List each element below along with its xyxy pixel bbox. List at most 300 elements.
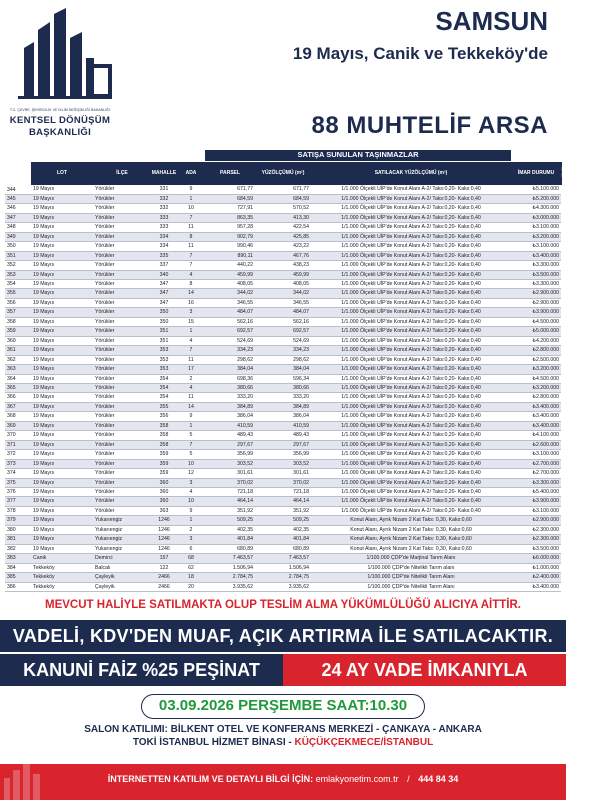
- property-table-wrapper: [5, 150, 592, 592]
- table-row: [5, 497, 561, 506]
- cell-yuzolcumu: 401,84: [205, 535, 255, 544]
- cell-mahalle: Yörükler: [93, 298, 151, 307]
- cell-mahalle: Yörükler: [93, 204, 151, 213]
- cell-imar: 1/1.000 Ölçekli UİP'de Konut Alanı A-2/ Taks:0,20- Kaks:0,40: [311, 298, 511, 307]
- cell-yuzolcumu: 721,18: [205, 488, 255, 497]
- city-title: SAMSUN: [435, 6, 548, 36]
- cell-ilce: Tekkeköy: [31, 563, 93, 572]
- cell-ada: 353: [151, 355, 177, 364]
- website-link[interactable]: emlakyonetim.com.tr: [315, 774, 399, 784]
- cell-yuzolcumu: 386,04: [205, 412, 255, 421]
- cell-lot: 381: [5, 535, 31, 544]
- cell-ada: 332: [151, 204, 177, 213]
- table-row: [5, 298, 561, 307]
- phone-number[interactable]: 444 84 34: [418, 774, 459, 784]
- cell-mahalle: Çayleyik: [93, 582, 151, 591]
- cell-imar: 1/1.000 Ölçekli UİP'de Konut Alanı A-2/ Taks:0,20- Kaks:0,40: [311, 327, 511, 336]
- cell-ada: 353: [151, 346, 177, 355]
- cell-mahalle: Yörükler: [93, 421, 151, 430]
- cell-yuzolcumu: 303,52: [205, 459, 255, 468]
- cell-satilacak: 344,02: [255, 289, 311, 298]
- cell-satilacak: 464,14: [255, 497, 311, 506]
- cell-ada: 358: [151, 421, 177, 430]
- cell-mahalle: Yörükler: [93, 185, 151, 194]
- cell-lot: 356: [5, 298, 31, 307]
- header-blank: [31, 150, 205, 161]
- cell-bedel: ₺2.900.000: [511, 298, 561, 307]
- venue-istanbul-b: KÜÇÜKÇEKMECE/İSTANBUL: [294, 736, 434, 748]
- cell-ilce: 19 Mayıs: [31, 450, 93, 459]
- cell-lot: 346: [5, 204, 31, 213]
- table-row: [5, 327, 561, 336]
- cell-mahalle: Yörükler: [93, 270, 151, 279]
- cell-bedel: ₺3.300.000: [511, 478, 561, 487]
- cell-mahalle: Yörükler: [93, 365, 151, 374]
- cell-ilce: 19 Mayıs: [31, 194, 93, 203]
- col-mahalle: MAHALLE: [151, 161, 177, 185]
- cell-lot: 344: [5, 185, 31, 194]
- cell-ilce: 19 Mayıs: [31, 289, 93, 298]
- auction-date: 03.09.2026 PERŞEMBE SAAT:10.30: [141, 694, 425, 719]
- table-row: [5, 374, 561, 383]
- col-parsel: PARSEL: [205, 161, 255, 185]
- table-row: [5, 431, 561, 440]
- cell-parsel: 1: [177, 327, 205, 336]
- table-row: [5, 346, 561, 355]
- cell-parsel: 10: [177, 497, 205, 506]
- cell-yuzolcumu: 334,23: [205, 346, 255, 355]
- table-row: [5, 213, 561, 222]
- cell-bedel: ₺3.100.000: [511, 450, 561, 459]
- table-row: [5, 261, 561, 270]
- cell-parsel: 8: [177, 280, 205, 289]
- cell-yuzolcumu: 384,89: [205, 402, 255, 411]
- cell-ada: 356: [151, 412, 177, 421]
- cell-ilce: 19 Mayıs: [31, 525, 93, 534]
- cell-bedel: ₺4.300.000: [511, 204, 561, 213]
- cell-ilce: 19 Mayıs: [31, 242, 93, 251]
- cell-mahalle: Yukarıengiz: [93, 516, 151, 525]
- cell-satilacak: 351,92: [255, 506, 311, 515]
- cell-imar: 1/1.000 Ölçekli UİP'de Konut Alanı A-2/ Taks:0,20- Kaks:0,40: [311, 497, 511, 506]
- cell-parsel: 8: [177, 232, 205, 241]
- table-row: [5, 412, 561, 421]
- table-row: [5, 251, 561, 260]
- cell-parsel: 18: [177, 573, 205, 582]
- cell-lot: 375: [5, 478, 31, 487]
- cell-satilacak: 438,23: [255, 261, 311, 270]
- cell-imar: 1/1.000 Ölçekli UİP'de Konut Alanı A-2/ Taks:0,20- Kaks:0,40: [311, 478, 511, 487]
- cell-bedel: ₺2.800.000: [511, 393, 561, 402]
- table-row: [5, 232, 561, 241]
- cell-bedel: ₺3.900.000: [511, 308, 561, 317]
- cell-ada: 334: [151, 242, 177, 251]
- cell-ada: 355: [151, 402, 177, 411]
- delivery-notice: MEVCUT HALİYLE SATILMAKTA OLUP TESLİM ALMA YÜKÜMLÜLÜĞÜ ALICIYA AİTTİR.: [45, 599, 521, 611]
- cell-bedel: ₺2.400.000: [511, 573, 561, 582]
- cell-parsel: 7: [177, 440, 205, 449]
- cell-ilce: 19 Mayıs: [31, 374, 93, 383]
- cell-mahalle: Yörükler: [93, 469, 151, 478]
- cell-yuzolcumu: 524,69: [205, 336, 255, 345]
- cell-bedel: ₺5.000.000: [511, 327, 561, 336]
- table-row: [5, 544, 561, 553]
- cell-satilacak: 467,76: [255, 251, 311, 260]
- cell-imar: 1/1.000 Ölçekli UİP'de Konut Alanı A-2/ Taks:0,20- Kaks:0,40: [311, 384, 511, 393]
- cell-parsel: 9: [177, 185, 205, 194]
- cell-lot: 377: [5, 497, 31, 506]
- cell-parsel: 14: [177, 402, 205, 411]
- cell-bedel: ₺4.100.000: [511, 431, 561, 440]
- cell-mahalle: Yörükler: [93, 478, 151, 487]
- cell-parsel: 7: [177, 213, 205, 222]
- cell-ilce: 19 Mayıs: [31, 251, 93, 260]
- table-row: [5, 459, 561, 468]
- cell-bedel: ₺3.900.000: [511, 497, 561, 506]
- cell-satilacak: 356,99: [255, 450, 311, 459]
- cell-ilce: 19 Mayıs: [31, 516, 93, 525]
- cell-lot: 361: [5, 346, 31, 355]
- cell-parsel: 2: [177, 374, 205, 383]
- page-header: [0, 0, 566, 146]
- cell-imar: 1/1.000 Ölçekli UİP'de Konut Alanı A-2/ Taks:0,20- Kaks:0,40: [311, 365, 511, 374]
- cell-bedel: ₺3.100.000: [511, 506, 561, 515]
- cell-bedel: ₺2.900.000: [511, 516, 561, 525]
- cell-parsel: 7: [177, 261, 205, 270]
- cell-imar: Konut Alanı, Ayrık Nizam 2 Kat Taks: 0,30, Kaks:0,60: [311, 516, 511, 525]
- cell-ilce: 19 Mayıs: [31, 280, 93, 289]
- cell-ada: 347: [151, 280, 177, 289]
- cell-ada: 360: [151, 497, 177, 506]
- cell-imar: 1/1.000 Ölçekli UİP'de Konut Alanı A-2/ Taks:0,20- Kaks:0,40: [311, 469, 511, 478]
- cell-lot: 379: [5, 516, 31, 525]
- cell-satilacak: 524,69: [255, 336, 311, 345]
- table-row: [5, 289, 561, 298]
- footer-label: İNTERNETTEN KATILIM VE DETAYLI BİLGİ İÇİN:: [107, 774, 314, 784]
- cell-imar: 1/1.000 Ölçekli UİP'de Konut Alanı A-2/ Taks:0,20- Kaks:0,40: [311, 355, 511, 364]
- cell-imar: 1/1.000 Ölçekli UİP'de Konut Alanı A-2/ Taks:0,20- Kaks:0,40: [311, 308, 511, 317]
- cell-ada: 359: [151, 469, 177, 478]
- cell-satilacak: 423,22: [255, 242, 311, 251]
- cell-ada: 334: [151, 232, 177, 241]
- cell-bedel: ₺3.300.000: [511, 280, 561, 289]
- cell-mahalle: Yörükler: [93, 336, 151, 345]
- cell-ada: 1246: [151, 516, 177, 525]
- cell-ilce: 19 Mayıs: [31, 469, 93, 478]
- cell-lot: 376: [5, 488, 31, 497]
- cell-ilce: 19 Mayıs: [31, 488, 93, 497]
- cell-ada: 332: [151, 194, 177, 203]
- cell-parsel: 3: [177, 535, 205, 544]
- cell-lot: 378: [5, 506, 31, 515]
- property-table-body: [5, 185, 561, 591]
- cell-mahalle: Balcalı: [93, 563, 151, 572]
- cell-ilce: 19 Mayıs: [31, 535, 93, 544]
- cell-yuzolcumu: 370,02: [205, 478, 255, 487]
- cell-mahalle: Yörükler: [93, 223, 151, 232]
- cell-imar: Konut Alanı, Ayrık Nizam 2 Kat Taks: 0,30, Kaks:0,60: [311, 525, 511, 534]
- cell-parsel: 6: [177, 544, 205, 553]
- cell-yuzolcumu: 351,92: [205, 506, 255, 515]
- cell-lot: 364: [5, 374, 31, 383]
- cell-ilce: 19 Mayıs: [31, 346, 93, 355]
- cell-ilce: 19 Mayıs: [31, 317, 93, 326]
- cell-ada: 350: [151, 317, 177, 326]
- table-row: [5, 242, 561, 251]
- cell-yuzolcumu: 408,05: [205, 280, 255, 289]
- cell-yuzolcumu: 298,62: [205, 355, 255, 364]
- cell-imar: 1/1.000 Ölçekli UİP'de Konut Alanı A-2/ Taks:0,20- Kaks:0,40: [311, 317, 511, 326]
- cell-ada: 363: [151, 506, 177, 515]
- cell-imar: 1/1.000 Ölçekli UİP'de Konut Alanı A-2/ Taks:0,20- Kaks:0,40: [311, 506, 511, 515]
- cell-bedel: ₺3.100.000: [511, 242, 561, 251]
- table-row: [5, 194, 561, 203]
- cell-parsel: 4: [177, 488, 205, 497]
- cell-ilce: 19 Mayıs: [31, 308, 93, 317]
- cell-lot: 350: [5, 242, 31, 251]
- header-blank-right: [511, 150, 561, 161]
- cell-bedel: ₺3.400.000: [511, 402, 561, 411]
- cell-yuzolcumu: 344,02: [205, 289, 255, 298]
- cell-bedel: ₺2.800.000: [511, 346, 561, 355]
- cell-satilacak: 333,20: [255, 393, 311, 402]
- cell-bedel: ₺3.100.000: [511, 223, 561, 232]
- cell-ilce: 19 Mayıs: [31, 270, 93, 279]
- cell-lot: 348: [5, 223, 31, 232]
- cell-parsel: 5: [177, 450, 205, 459]
- cell-ilce: 19 Mayıs: [31, 204, 93, 213]
- cell-ilce: Canik: [31, 554, 93, 563]
- cell-imar: 1/100.000 ÇDP'de Nitelikli Tarım Alanı: [311, 573, 511, 582]
- cell-mahalle: Yörükler: [93, 488, 151, 497]
- cell-yuzolcumu: 902,79: [205, 232, 255, 241]
- table-row: [5, 516, 561, 525]
- cell-satilacak: 680,89: [255, 544, 311, 553]
- property-table: SATIŞA SUNULAN TAŞINMAZLAR LOT İLÇE MAHALLE ADA PARSEL YÜZÖLÇÜMÜ (m²) SATILACAK YÜZÖLÇÜMÜ (m²) İMAR DURUMU MUHAMMEN BEDEL 344 19 Mayıs Yörükler 331 9 671,77 671,77 1/1.000 Ölçekli UİP'de Konut Alanı A-2/ Taks:0,20- Kaks:0,40 ₺5.100.000 345 19 Mayıs Yörükler 332 1 684,59 684,59 1/1.000 Ölçekli UİP'de Konut Alanı A-2/ Taks:0,20- Kaks:0,40 ₺5.200.000 346 19 Mayıs Yörükler 332 10 727,91 570,52 1/1.000 Ölçekli UİP'de Konut Alanı A-2/ Taks:0,20- Kaks:0,40 ₺4.300.000 347 19 Mayıs Yörükler 333 7 863,35 413,30 1/1.000 Ölçekli UİP'de Konut Alanı A-2/ Taks:0,20- Kaks:0,40 ₺3.000.000 348 19 Mayıs Yörükler 333 11 957,28 422,54 1/1.000 Ölçekli UİP'de Konut Alanı A-2/ Taks:0,20- Kaks:0,40 ₺3.100.000 349 19 Mayıs Yörükler 334 8 902,79 425,85 1/1.000 Ölçekli UİP'de Konut Alanı A-2/ Taks:0,20- Kaks:0,40 ₺3.200.000 350 19 Mayıs Yörükler 334 11 990,46 423,22 1/1.000 Ölçekli UİP'de Konut Alanı A-2/ Taks:0,20- Kaks:0,40 ₺3.100.000 351 19 Mayıs Yörükler 335 7 890,11 467,76 1/1.000 Ölçekli UİP'de Konut Alanı A-2/ Taks:0,20- Kaks:0,40 ₺3.400.000 352 19 Mayıs Yörükler 337 7 440,22 438,23 1/1.000 Ölçekli UİP'de Konut Alanı A-2/ Taks:0,20- Kaks:0,40 ₺3.300.000 353 19 Mayıs Yörükler 340 4 459,99 459,99 1/1.000 Ölçekli UİP'de Konut Alanı A-2/ Taks:0,20- Kaks:0,40 ₺3.500.000 354 19 Mayıs Yörükler 347 8 408,05 408,05 1/1.000 Ölçekli UİP'de Konut Alanı A-2/ Taks:0,20- Kaks:0,40 ₺3.300.000 355 19 Mayıs Yörükler 347 14 344,02 344,02 1/1.000 Ölçekli UİP'de Konut Alanı A-2/ Taks:0,20- Kaks:0,40 ₺2.900.000 356 19 Mayıs Yörükler 347 16 346,55 346,55 1/1.000 Ölçekli UİP'de Konut Alanı A-2/ Taks:0,20- Kaks:0,40 ₺2.900.000 357 19 Mayıs Yörükler 350 3 484,07 484,07 1/1.000 Ölçekli UİP'de Konut Alanı A-2/ Taks:0,20- Kaks:0,40 ₺3.900.000 358 19 Mayıs Yörükler 350 15 562,16 562,16 1/1.000 Ölçekli UİP'de Konut Alanı A-2/ Taks:0,20- Kaks:0,40 ₺4.500.000 359 19 Mayıs Yörükler 351 1 692,57 692,57 1/1.000 Ölçekli UİP'de Konut Alanı A-2/ Taks:0,20- Kaks:0,40 ₺5.000.000 360 19 Mayıs Yörükler 351 4 524,69 524,69 1/1.000 Ölçekli UİP'de Konut Alanı A-2/ Taks:0,20- Kaks:0,40 ₺4.200.000 361 19 Mayıs Yörükler 353 7 334,23 334,23 1/1.000 Ölçekli UİP'de Konut Alanı A-2/ Taks:0,20- Kaks:0,40 ₺2.800.000 362 19 Mayıs Yörükler 353 11 298,62 298,62 1/1.000 Ölçekli UİP'de Konut Alanı A-2/ Taks:0,20- Kaks:0,40 ₺2.500.000 363 19 Mayıs Yörükler 353 17 384,04 384,04 1/1.000 Ölçekli UİP'de Konut Alanı A-2/ Taks:0,20- Kaks:0,40 ₺3.200.000 364 19 Mayıs Yörükler 354 2 698,36 596,34 1/1.000 Ölçekli UİP'de Konut Alanı A-2/ Taks:0,20- Kaks:0,40 ₺4.500.000 365 19 Mayıs Yörükler 354 4 380,66 380,66 1/1.000 Ölçekli UİP'de Konut Alanı A-2/ Taks:0,20- Kaks:0,40 ₺3.200.000 366 19 Mayıs Yörükler 354 11 333,20 333,20 1/1.000 Ölçekli UİP'de Konut Alanı A-2/ Taks:0,20- Kaks:0,40 ₺2.800.000 367 19 Mayıs Yörükler 355 14 384,89 384,89 1/1.000 Ölçekli UİP'de Konut Alanı A-2/ Taks:0,20- Kaks:0,40 ₺3.400.000 368 19 Mayıs Yörükler 356 9 386,04 386,04 1/1.000 Ölçekli UİP'de Konut Alanı A-2/ Taks:0,20- Kaks:0,40 ₺3.400.000 369 19 Mayıs Yörükler 358 1 410,59 410,59 1/1.000 Ölçekli UİP'de Konut Alanı A-2/ Taks:0,20- Kaks:0,40 ₺3.400.000 370 19 Mayıs Yörükler 358 5 489,43 489,43 1/1.000 Ölçekli UİP'de Konut Alanı A-2/ Taks:0,20- Kaks:0,40 ₺4.100.000 371 19 Mayıs Yörükler 358 7 297,67 297,67 1/1.000 Ölçekli UİP'de Konut Alanı A-2/ Taks:0,20- Kaks:0,40 ₺2.600.000 372 19 Mayıs Yörükler 359 5 356,99 356,99 1/1.000 Ölçekli UİP'de Konut Alanı A-2/ Taks:0,20- Kaks:0,40 ₺3.100.000 373 19 Mayıs Yörükler 359 10 303,52 303,52 1/1.000 Ölçekli UİP'de Konut Alanı A-2/ Taks:0,20- Kaks:0,40 ₺2.700.000 374 19 Mayıs Yörükler 359 12 301,61 301,61 1/1.000 Ölçekli UİP'de Konut Alanı A-2/ Taks:0,20- Kaks:0,40 ₺2.700.000 375 19 Mayıs Yörükler 360 3 370,02 370,02 1/1.000 Ölçekli UİP'de Konut Alanı A-2/ Taks:0,20- Kaks:0,40 ₺3.300.000 376 19 Mayıs Yörükler 360 4 721,18 721,18 1/1.000 Ölçekli UİP'de Konut Alanı A-2/ Taks:0,20- Kaks:0,40 ₺5.400.000 377 19 Mayıs Yörükler 360 10 464,14 464,14 1/1.000 Ölçekli UİP'de Konut Alanı A-2/ Taks:0,20- Kaks:0,40 ₺3.900.000 378 19 Mayıs Yörükler 363 9 351,92 351,92 1/1.000 Ölçekli UİP'de Konut Alanı A-2/ Taks:0,20- Kaks:0,40 ₺3.100.000 379 19 Mayıs Yukarıengiz 1246 1 509,25 509,25 Konut Alanı, Ayrık Nizam 2 Kat Taks: 0,30, Kaks:0,60 ₺2.900.000 380 19 Mayıs Yukarıengiz 1246 2 402,35 402,35 Konut Alanı, Ayrık Nizam 2 Kat Taks: 0,30, Kaks:0,60 ₺2.300.000 381 19 Mayıs Yukarıengiz 1246 3 401,84 401,84 Konut Alanı, Ayrık Nizam 2 Kat Taks: 0,30, Kaks:0,60 ₺2.300.000 382 19 Mayıs Yukarıengiz 1246 6 680,89 680,89 Konut Alanı, Ayrık Nizam 2 Kat Taks: 0,30, Kaks:0,60 ₺3.500.000 383 Canik Demirci 157 68 7.463,57 7.463,57 1/100.000 ÇDP'de Marjinal Tarım Alanı ₺6.000.000 384 Tekkeköy Balcalı 122 62 1.506,94 1.506,94 1/100.000 ÇDP'de Nitelikli Tarım alanı ₺1.000.000 385 Tekkeköy Çayleyik 2466 18 2.784,75 2.784,75 1/100.000 ÇDP'de Nitelikli Tarım Alanı ₺2.400.000 386 Tekkeköy Çayleyik 2466 20 3.935,62 3.935,62 1/100.000 ÇDP'de Nitelikli Tarım Alanı ₺3.400.000: [7, 150, 592, 590]
- cell-bedel: ₺5.200.000: [511, 194, 561, 203]
- venue-line-1: [0, 724, 566, 737]
- cell-ada: 347: [151, 298, 177, 307]
- cell-mahalle: Demirci: [93, 554, 151, 563]
- cell-satilacak: 570,52: [255, 204, 311, 213]
- cell-satilacak: 422,54: [255, 223, 311, 232]
- cell-parsel: 4: [177, 336, 205, 345]
- cell-ada: 358: [151, 431, 177, 440]
- cell-lot: 353: [5, 270, 31, 279]
- table-row: [5, 317, 561, 326]
- cell-ada: 2466: [151, 573, 177, 582]
- cell-imar: 1/1.000 Ölçekli UİP'de Konut Alanı A-2/ Taks:0,20- Kaks:0,40: [311, 431, 511, 440]
- table-row: [5, 384, 561, 393]
- cell-yuzolcumu: 301,61: [205, 469, 255, 478]
- cell-parsel: 1: [177, 516, 205, 525]
- cell-bedel: ₺5.400.000: [511, 488, 561, 497]
- cell-imar: 1/1.000 Ölçekli UİP'de Konut Alanı A-2/ Taks:0,20- Kaks:0,40: [311, 242, 511, 251]
- table-group-header: SATIŞA SUNULAN TAŞINMAZLAR: [205, 150, 511, 161]
- cell-mahalle: Yörükler: [93, 194, 151, 203]
- cell-mahalle: Yukarıengiz: [93, 525, 151, 534]
- cell-satilacak: 1.506,94: [255, 563, 311, 572]
- cell-satilacak: 384,04: [255, 365, 311, 374]
- cell-mahalle: Yörükler: [93, 308, 151, 317]
- cell-imar: 1/1.000 Ölçekli UİP'de Konut Alanı A-2/ Taks:0,20- Kaks:0,40: [311, 232, 511, 241]
- header-lot: [5, 150, 31, 185]
- table-row: [5, 223, 561, 232]
- cell-mahalle: Yörükler: [93, 346, 151, 355]
- cell-ilce: 19 Mayıs: [31, 421, 93, 430]
- cell-mahalle: Yörükler: [93, 327, 151, 336]
- cell-yuzolcumu: 671,77: [205, 185, 255, 194]
- cell-imar: 1/1.000 Ölçekli UİP'de Konut Alanı A-2/ Taks:0,20- Kaks:0,40: [311, 459, 511, 468]
- cell-mahalle: Yörükler: [93, 440, 151, 449]
- cell-yuzolcumu: 346,55: [205, 298, 255, 307]
- cell-ada: 353: [151, 365, 177, 374]
- cell-lot: 372: [5, 450, 31, 459]
- table-row: [5, 185, 561, 194]
- sale-terms-banner: VADELİ, KDV'DEN MUAF, AÇIK ARTIRMA İLE SATILACAKTIR.: [0, 620, 566, 652]
- cell-imar: Konut Alanı, Ayrık Nizam 2 Kat Taks: 0,30, Kaks:0,60: [311, 535, 511, 544]
- cell-mahalle: Yörükler: [93, 242, 151, 251]
- cell-lot: 349: [5, 232, 31, 241]
- cell-ilce: 19 Mayıs: [31, 478, 93, 487]
- cell-ada: 351: [151, 327, 177, 336]
- cell-satilacak: 298,62: [255, 355, 311, 364]
- cell-yuzolcumu: 863,35: [205, 213, 255, 222]
- cell-lot: 373: [5, 459, 31, 468]
- cell-parsel: 68: [177, 554, 205, 563]
- cell-ilce: 19 Mayıs: [31, 544, 93, 553]
- cell-imar: 1/1.000 Ölçekli UİP'de Konut Alanı A-2/ Taks:0,20- Kaks:0,40: [311, 204, 511, 213]
- cell-parsel: 4: [177, 270, 205, 279]
- cell-mahalle: Yörükler: [93, 213, 151, 222]
- cell-ada: 354: [151, 393, 177, 402]
- cell-mahalle: Yörükler: [93, 280, 151, 289]
- cell-ilce: Tekkeköy: [31, 582, 93, 591]
- table-row: [5, 582, 561, 591]
- cell-parsel: 7: [177, 251, 205, 260]
- cell-satilacak: 380,66: [255, 384, 311, 393]
- cell-satilacak: 297,67: [255, 440, 311, 449]
- cell-yuzolcumu: 333,20: [205, 393, 255, 402]
- cell-satilacak: 303,52: [255, 459, 311, 468]
- venue-label: SALON KATILIMI:: [84, 724, 168, 735]
- cell-lot: 368: [5, 412, 31, 421]
- cell-yuzolcumu: 402,35: [205, 525, 255, 534]
- cell-ada: 354: [151, 374, 177, 383]
- table-row: [5, 450, 561, 459]
- table-row: [5, 469, 561, 478]
- cell-lot: 386: [5, 582, 31, 591]
- cell-satilacak: 509,25: [255, 516, 311, 525]
- cell-ada: 333: [151, 223, 177, 232]
- cell-bedel: ₺4.200.000: [511, 336, 561, 345]
- cell-parsel: 20: [177, 582, 205, 591]
- cell-mahalle: Çayleyik: [93, 573, 151, 582]
- cell-ada: 347: [151, 289, 177, 298]
- cell-bedel: ₺3.400.000: [511, 421, 561, 430]
- cell-bedel: ₺4.500.000: [511, 317, 561, 326]
- cell-lot: 367: [5, 402, 31, 411]
- cell-mahalle: Yörükler: [93, 431, 151, 440]
- cell-yuzolcumu: 2.784,75: [205, 573, 255, 582]
- cell-lot: 354: [5, 280, 31, 289]
- cell-mahalle: Yörükler: [93, 261, 151, 270]
- cell-lot: 370: [5, 431, 31, 440]
- cell-lot: 371: [5, 440, 31, 449]
- cell-yuzolcumu: 698,36: [205, 374, 255, 383]
- cell-ilce: 19 Mayıs: [31, 336, 93, 345]
- cell-ada: 360: [151, 478, 177, 487]
- cell-imar: 1/1.000 Ölçekli UİP'de Konut Alanı A-2/ Taks:0,20- Kaks:0,40: [311, 412, 511, 421]
- cell-imar: 1/1.000 Ölçekli UİP'de Konut Alanı A-2/ Taks:0,20- Kaks:0,40: [311, 440, 511, 449]
- cell-yuzolcumu: 410,59: [205, 421, 255, 430]
- cell-mahalle: Yörükler: [93, 506, 151, 515]
- cell-yuzolcumu: 1.506,94: [205, 563, 255, 572]
- cell-ada: 351: [151, 336, 177, 345]
- cell-satilacak: 425,85: [255, 232, 311, 241]
- cell-imar: 1/100.000 ÇDP'de Nitelikli Tarım alanı: [311, 563, 511, 572]
- down-payment-text: KANUNİ FAİZ %25 PEŞİNAT: [0, 654, 283, 686]
- cell-mahalle: Yörükler: [93, 497, 151, 506]
- cell-lot: 380: [5, 525, 31, 534]
- cell-imar: 1/1.000 Ölçekli UİP'de Konut Alanı A-2/ Taks:0,20- Kaks:0,40: [311, 185, 511, 194]
- table-row: [5, 204, 561, 213]
- cell-ilce: 19 Mayıs: [31, 384, 93, 393]
- cell-ilce: 19 Mayıs: [31, 431, 93, 440]
- cell-ilce: 19 Mayıs: [31, 232, 93, 241]
- cell-bedel: ₺3.500.000: [511, 270, 561, 279]
- cell-imar: 1/1.000 Ölçekli UİP'de Konut Alanı A-2/ Taks:0,20- Kaks:0,40: [311, 194, 511, 203]
- cell-parsel: 11: [177, 355, 205, 364]
- cell-imar: 1/1.000 Ölçekli UİP'de Konut Alanı A-2/ Taks:0,20- Kaks:0,40: [311, 421, 511, 430]
- cell-parsel: 1: [177, 421, 205, 430]
- cell-ada: 122: [151, 563, 177, 572]
- cell-ilce: 19 Mayıs: [31, 261, 93, 270]
- cell-bedel: ₺6.000.000: [511, 554, 561, 563]
- cell-lot: 385: [5, 573, 31, 582]
- cell-satilacak: 7.463,57: [255, 554, 311, 563]
- cell-mahalle: Yörükler: [93, 232, 151, 241]
- cell-imar: 1/1.000 Ölçekli UİP'de Konut Alanı A-2/ Taks:0,20- Kaks:0,40: [311, 450, 511, 459]
- cell-lot: 347: [5, 213, 31, 222]
- cell-ada: 1246: [151, 544, 177, 553]
- footer-contact: [0, 774, 566, 784]
- table-row: [5, 270, 561, 279]
- cell-parsel: 2: [177, 525, 205, 534]
- cell-lot: 359: [5, 327, 31, 336]
- cell-satilacak: 402,35: [255, 525, 311, 534]
- col-imar: İMAR DURUMU: [511, 161, 561, 185]
- cell-satilacak: 370,02: [255, 478, 311, 487]
- table-row: [5, 393, 561, 402]
- cell-imar: 1/1.000 Ölçekli UİP'de Konut Alanı A-2/ Taks:0,20- Kaks:0,40: [311, 393, 511, 402]
- cell-lot: 366: [5, 393, 31, 402]
- cell-lot: 362: [5, 355, 31, 364]
- cell-imar: 1/100.000 ÇDP'de Nitelikli Tarım Alanı: [311, 582, 511, 591]
- cell-ada: 358: [151, 440, 177, 449]
- cell-parsel: 11: [177, 223, 205, 232]
- cell-ada: 354: [151, 384, 177, 393]
- cell-imar: 1/1.000 Ölçekli UİP'de Konut Alanı A-2/ Taks:0,20- Kaks:0,40: [311, 213, 511, 222]
- cell-satilacak: 2.784,75: [255, 573, 311, 582]
- cell-satilacak: 596,34: [255, 374, 311, 383]
- cell-parsel: 5: [177, 431, 205, 440]
- cell-ilce: 19 Mayıs: [31, 497, 93, 506]
- cell-bedel: ₺3.400.000: [511, 582, 561, 591]
- table-row: [5, 488, 561, 497]
- logo-ministry-text: T.C. ÇEVRE, ŞEHİRCİLİK VE İKLİM DEĞİŞİKLİĞİ BAKANLIĞI: [10, 108, 110, 112]
- cell-ada: 157: [151, 554, 177, 563]
